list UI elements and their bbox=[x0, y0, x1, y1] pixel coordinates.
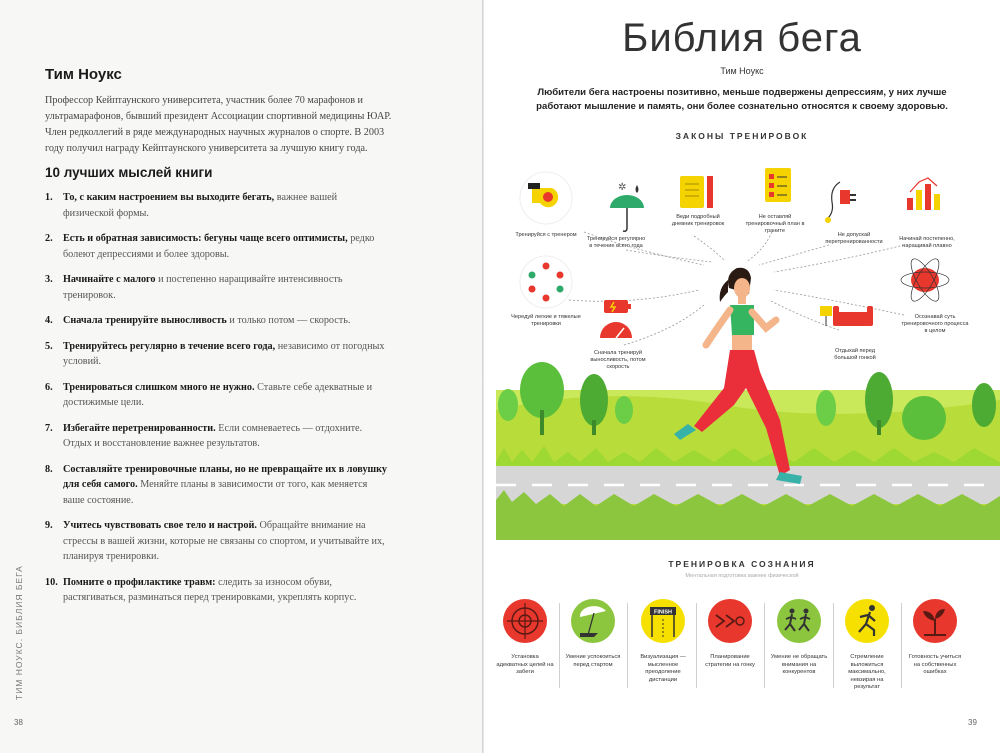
mind-skill-label-7: Готовность учиться на собственных ошибках bbox=[908, 654, 962, 675]
thought-text bbox=[63, 421, 390, 452]
law-label-6: Начинай постепенно, наращивай плавно bbox=[899, 236, 955, 249]
sprout-icon bbox=[913, 599, 957, 643]
law-label-1: Тренируйся с тренером bbox=[515, 232, 577, 238]
mind-skill-label-3: Визуализация — мысленное преодоление дистанции bbox=[640, 654, 686, 683]
thought-text bbox=[63, 575, 390, 606]
thought-text bbox=[63, 339, 390, 370]
thought-item bbox=[45, 339, 390, 370]
thought-number: 5. bbox=[45, 340, 53, 352]
law-label-5: Не допускай перетренированности bbox=[825, 232, 883, 245]
battery-gauge-icon bbox=[600, 300, 632, 338]
thought-number: 8. bbox=[45, 463, 53, 475]
mind-skill-label-2: Умение успокоиться перед стартом bbox=[565, 654, 621, 668]
thought-rest: независимо от погодных условий. bbox=[63, 340, 385, 367]
thought-bold: Есть и обратная зависимость: бегуны чаще всего оптимисты, bbox=[63, 233, 348, 244]
thought-number: 2. bbox=[45, 233, 53, 244]
thought-number: 10. bbox=[45, 576, 58, 588]
thought-rest: редко болеют депрессиями и более здоровы. bbox=[63, 233, 375, 260]
umbrella-icon bbox=[610, 182, 644, 231]
whistle-icon bbox=[520, 172, 572, 224]
checklist-icon bbox=[765, 168, 791, 202]
beach-umbrella-icon bbox=[571, 599, 615, 643]
finish-sign-text: FINISH bbox=[653, 609, 673, 616]
plug-icon bbox=[825, 182, 856, 223]
law-label-10: Осознавай суть тренировочного процесса в целом bbox=[901, 314, 969, 334]
thought-bold: Сначала тренируйте выносливость bbox=[63, 315, 227, 326]
thought-text bbox=[63, 380, 390, 411]
thought-rest: Меняйте планы в зависимости от того, как меняется ваше состояние. bbox=[63, 479, 368, 506]
thought-text bbox=[63, 272, 390, 303]
thought-text bbox=[63, 462, 390, 509]
thought-rest: важнее вашей физической формы. bbox=[63, 192, 338, 219]
thought-bold: Избегайте перетренированности. bbox=[63, 422, 216, 434]
thought-item bbox=[45, 421, 390, 452]
mind-skill-label-6: Стремление выложиться максимально, невзирая на результат bbox=[848, 654, 886, 690]
law-label-9: Отдыхай перед большой гонкой bbox=[834, 348, 876, 361]
thought-item bbox=[45, 380, 390, 411]
top-thoughts-heading: 10 лучших мыслей книги bbox=[45, 165, 213, 180]
thought-rest: Ставьте себе адекватные и достижимые цели. bbox=[63, 381, 373, 408]
mind-skill-label-4: Планирование стратегии на гонку bbox=[705, 654, 755, 668]
thought-number: 9. bbox=[45, 520, 53, 531]
thought-rest: Если сомневаетесь — отдохните. Отдых и восстановление важнее результатов. bbox=[63, 422, 363, 449]
author-bio: Профессор Кейптаунского университета, участник более 70 марафонов и ультрамарафонов, бывший президент Ассоциации спортивной медицины ЮАР. Член редколлегий в ряде международных научных журналов о спорте. В 2003 году получил награду Кейптаунского университета за лучшую книгу года. bbox=[45, 95, 392, 154]
section-training-laws-title: ЗАКОНЫ ТРЕНИРОВОК bbox=[675, 131, 809, 141]
diary-icon bbox=[680, 176, 713, 208]
progress-chart-icon bbox=[907, 178, 940, 210]
thought-rest: и только потом — скорость. bbox=[226, 315, 351, 326]
left-page bbox=[0, 0, 482, 753]
alternating-cycle-icon bbox=[520, 256, 572, 308]
rest-sofa-icon bbox=[820, 306, 873, 326]
book-title: Библия бега bbox=[622, 16, 862, 60]
mind-skills-icons bbox=[484, 595, 1000, 655]
thought-item bbox=[45, 190, 390, 221]
law-label-8: Сначала тренируй выносливость, потом скорость bbox=[590, 350, 646, 370]
law-label-4: Не оставляй тренировочный план в граните bbox=[745, 214, 805, 234]
thought-item bbox=[45, 575, 390, 606]
runners-icon bbox=[777, 599, 821, 643]
section-mind-training-title: ТРЕНИРОВКА СОЗНАНИЯ bbox=[668, 559, 816, 569]
book-subtitle: Любители бега настроены позитивно, меньше подвержены депрессиям, у них лучше работают мышление и память, они более сознательно относятся к своему здоровью. bbox=[536, 87, 948, 112]
thought-rest: следить за износом обуви, растягиваться, разминаться перед тренировками, укреплять корпус. bbox=[63, 576, 357, 603]
thought-bold: Тренируйтесь регулярно в течение всего года, bbox=[63, 340, 276, 352]
thought-item bbox=[45, 518, 390, 565]
thought-bold: Помните о профилактике травм: bbox=[63, 576, 216, 588]
thought-item bbox=[45, 231, 390, 262]
thought-item bbox=[45, 272, 390, 303]
page-number-right: 39 bbox=[968, 718, 977, 727]
svg-text:✲: ✲ bbox=[618, 182, 627, 193]
law-label-3: Веди подробный дневник тренировок bbox=[671, 214, 725, 227]
mind-skill-label-5: Умение не обращать внимания на конкурентов bbox=[770, 654, 828, 675]
thought-item bbox=[45, 313, 390, 329]
strategy-arrows-icon bbox=[708, 599, 752, 643]
thought-bold: То, с каким настроением вы выходите бегать, bbox=[63, 192, 275, 203]
brain-icon bbox=[901, 255, 949, 305]
thought-bold: Тренироваться слишком много не нужно. bbox=[63, 381, 255, 393]
section-mind-training-subtitle: Ментальная подготовка важнее физической bbox=[685, 573, 799, 579]
thought-number: 7. bbox=[45, 422, 53, 434]
thoughts-list bbox=[45, 190, 390, 616]
target-icon bbox=[503, 599, 547, 643]
thought-number: 6. bbox=[45, 381, 53, 393]
thought-bold: Учитесь чувствовать свое тело и настрой. bbox=[63, 520, 257, 531]
thought-item bbox=[45, 462, 390, 509]
runner-icon bbox=[845, 599, 889, 643]
thought-number: 1. bbox=[45, 192, 53, 203]
thought-text bbox=[63, 190, 390, 221]
thought-number: 4. bbox=[45, 315, 53, 326]
training-laws-illustration bbox=[484, 0, 1000, 540]
law-label-7: Чередуй легкие и тяжелые тренировки bbox=[511, 314, 581, 327]
thought-text bbox=[63, 518, 390, 565]
thought-text bbox=[63, 231, 390, 262]
book-author: Тим Ноукс bbox=[720, 66, 764, 76]
right-page bbox=[484, 0, 1000, 753]
thought-rest: и постепенно наращивайте интенсивность тренировок. bbox=[63, 274, 343, 301]
thought-bold: Составляйте тренировочные планы, но не превращайте их в ловушку для себя самого. bbox=[63, 463, 387, 490]
thought-rest: Обращайте внимание на стрессы в вашей жизни, которые не связаны со спортом, и учитывайте их, планируя тренировки. bbox=[63, 520, 385, 562]
spine-label: ТИМ НОУКС. БИБЛИЯ БЕГА bbox=[14, 565, 24, 700]
author-name: Тим Ноукс bbox=[45, 66, 122, 83]
thought-number: 3. bbox=[45, 274, 53, 285]
mind-skill-label-1: Установка адекватных целей на забеги bbox=[496, 654, 554, 675]
law-label-2: Тренируйся регулярно в течение всего года bbox=[586, 236, 646, 249]
finish-line-icon bbox=[641, 599, 685, 643]
page-number-left: 38 bbox=[14, 718, 23, 727]
thought-bold: Начинайте с малого bbox=[63, 274, 156, 285]
thought-text bbox=[63, 313, 350, 329]
